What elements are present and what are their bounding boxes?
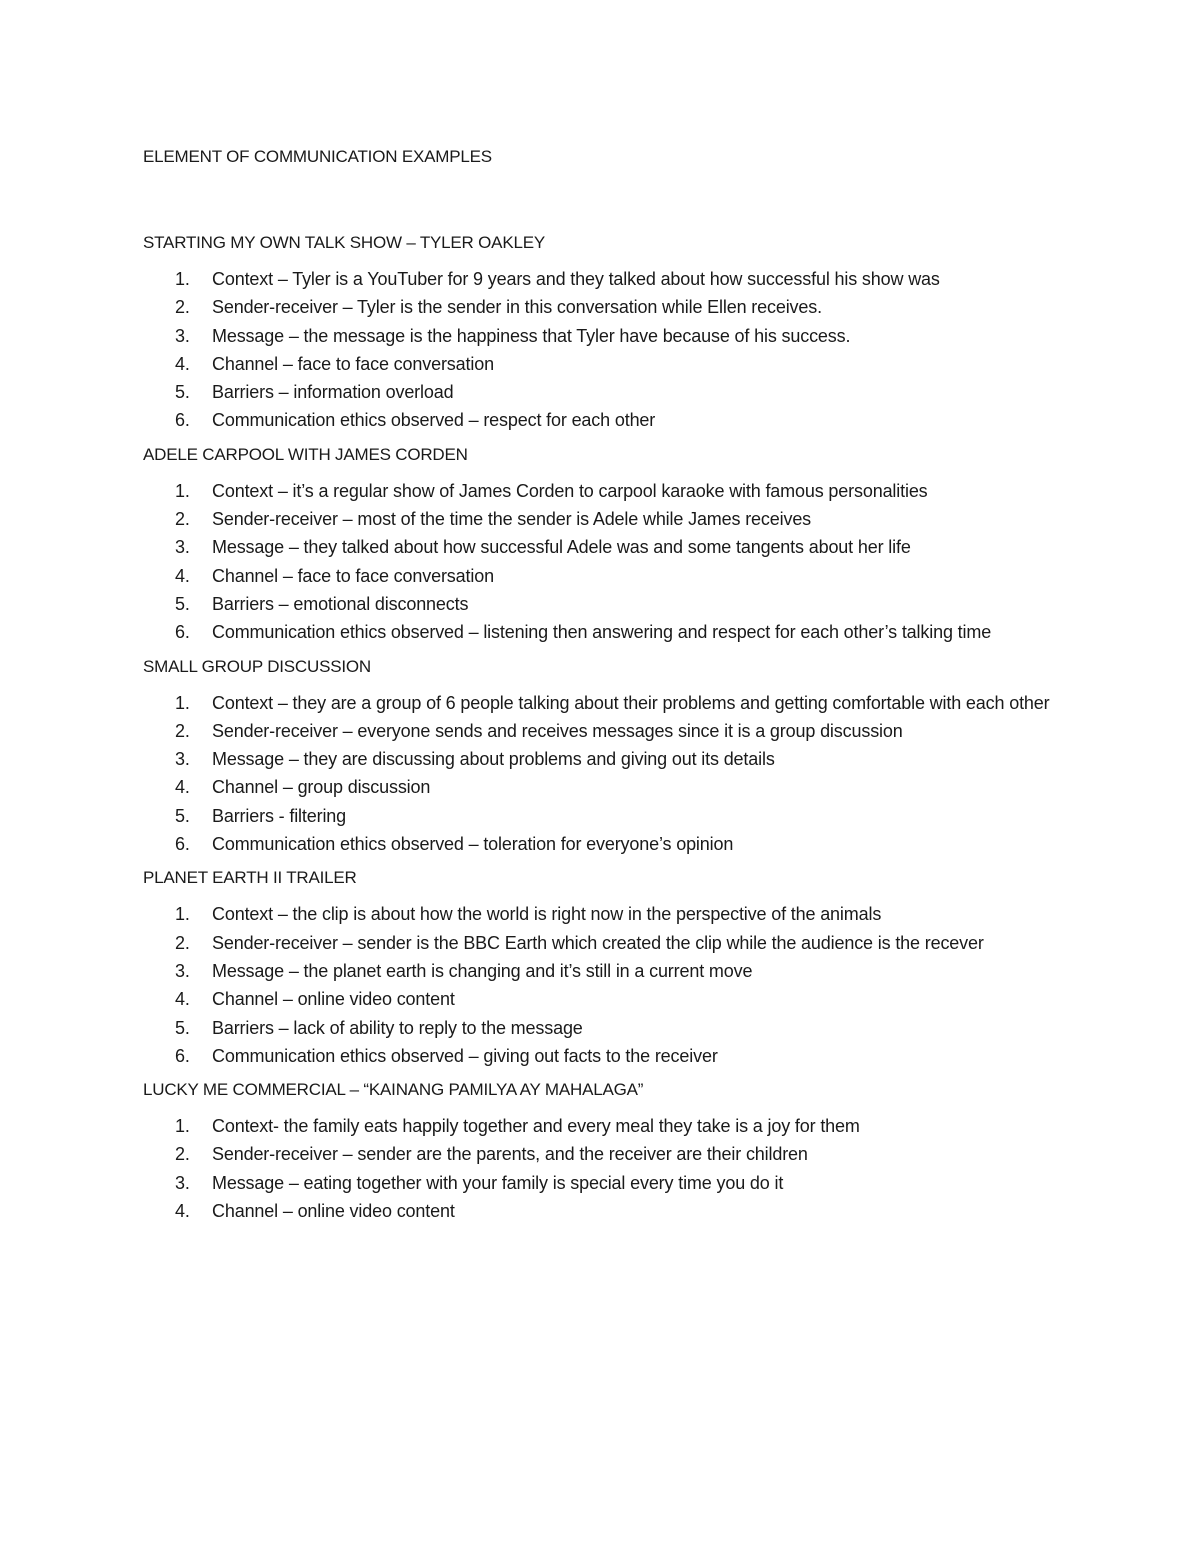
section-3	[143, 655, 1073, 859]
list-item-text: Context- the family eats happily together and every meal they take is a joy for them	[212, 1116, 860, 1137]
list-item-number: 4.	[175, 1201, 190, 1222]
list-item	[143, 773, 1073, 801]
list-item	[143, 322, 1073, 350]
sections-container	[143, 231, 1073, 1225]
numbered-list	[143, 477, 1073, 647]
list-item	[143, 1042, 1073, 1070]
list-item	[143, 830, 1073, 858]
list-item	[143, 406, 1073, 434]
list-item-number: 6.	[175, 1045, 190, 1066]
list-item-number: 6.	[175, 410, 190, 431]
list-item-number: 4.	[175, 777, 190, 798]
numbered-list	[143, 265, 1073, 435]
list-item	[143, 477, 1073, 505]
section-5	[143, 1078, 1073, 1225]
list-item-number: 1.	[175, 269, 190, 289]
list-item	[143, 378, 1073, 406]
list-item-number: 2.	[175, 297, 190, 318]
list-item	[143, 1197, 1073, 1225]
section-heading: PLANET EARTH II TRAILER	[143, 868, 357, 888]
list-item-text: Message – the message is the happiness that Tyler have because of his success.	[212, 325, 851, 346]
list-item-text: Channel – online video content	[212, 1201, 455, 1222]
list-item-number: 4.	[175, 989, 190, 1010]
document-title: ELEMENT OF COMMUNICATION EXAMPLES	[143, 147, 492, 166]
section-2	[143, 443, 1073, 647]
list-item-text: Message – the planet earth is changing and it’s still in a current move	[212, 960, 753, 981]
list-item-text: Sender-receiver – everyone sends and receives messages since it is a group discussion	[212, 720, 903, 741]
list-item	[143, 265, 1073, 293]
list-item-text: Channel – online video content	[212, 989, 455, 1010]
list-item-number: 5.	[175, 805, 190, 826]
list-item-text: Communication ethics observed – listening then answering and respect for each other’s talking time	[212, 622, 992, 643]
list-item-number: 4.	[175, 565, 190, 586]
list-item	[143, 1014, 1073, 1042]
list-item	[143, 717, 1073, 745]
list-item-text: Context – Tyler is a YouTuber for 9 years and they talked about how successful his show was	[212, 269, 940, 289]
list-item-text: Communication ethics observed – respect for each other	[212, 410, 656, 431]
list-item-text: Communication ethics observed – giving out facts to the receiver	[212, 1045, 718, 1066]
list-item	[143, 350, 1073, 378]
list-item	[143, 562, 1073, 590]
list-item	[143, 293, 1073, 321]
document-body	[143, 145, 1073, 1233]
list-item-text: Sender-receiver – sender is the BBC Earth which created the clip while the audience is the recever	[212, 932, 984, 953]
list-item	[143, 505, 1073, 533]
list-item	[143, 689, 1073, 717]
list-item-text: Message – they are discussing about problems and giving out its details	[212, 749, 775, 770]
list-item-text: Message – they talked about how successful Adele was and some tangents about her life	[212, 537, 911, 558]
list-item-text: Sender-receiver – Tyler is the sender in this conversation while Ellen receives.	[212, 297, 822, 318]
section-heading: SMALL GROUP DISCUSSION	[143, 656, 371, 676]
list-item-text: Channel – group discussion	[212, 777, 431, 798]
list-item-text: Context – the clip is about how the world is right now in the perspective of the animals	[212, 904, 882, 925]
list-item-number: 6.	[175, 622, 190, 643]
list-item	[143, 618, 1073, 646]
list-item-number: 5.	[175, 382, 190, 403]
list-item	[143, 1169, 1073, 1197]
list-item-number: 3.	[175, 1172, 190, 1193]
section-heading: LUCKY ME COMMERCIAL – “KAINANG PAMILYA AY MAHALAGA”	[143, 1080, 644, 1100]
list-item-text: Barriers – emotional disconnects	[212, 593, 469, 614]
list-item	[143, 533, 1073, 561]
list-item-text: Channel – face to face conversation	[212, 353, 494, 374]
section-4	[143, 866, 1073, 1070]
section-1	[143, 231, 1073, 435]
list-item-number: 2.	[175, 932, 190, 953]
list-item-number: 4.	[175, 353, 190, 374]
list-item	[143, 1140, 1073, 1168]
list-item-text: Context – they are a group of 6 people talking about their problems and getting comfortable with each other	[212, 692, 1050, 713]
list-item	[143, 957, 1073, 985]
section-heading: ADELE CARPOOL WITH JAMES CORDEN	[143, 444, 468, 464]
list-item	[143, 802, 1073, 830]
section-heading: STARTING MY OWN TALK SHOW – TYLER OAKLEY	[143, 233, 545, 252]
list-item-text: Message – eating together with your family is special every time you do it	[212, 1172, 784, 1193]
list-item-number: 1.	[175, 480, 190, 501]
list-item-number: 3.	[175, 960, 190, 981]
list-item	[143, 1112, 1073, 1140]
list-item	[143, 900, 1073, 928]
numbered-list	[143, 689, 1073, 859]
list-item-number: 1.	[175, 904, 190, 925]
list-item	[143, 745, 1073, 773]
list-item-text: Barriers - filtering	[212, 805, 347, 826]
list-item-number: 2.	[175, 720, 190, 741]
list-item-number: 6.	[175, 834, 190, 855]
list-item-number: 2.	[175, 509, 190, 530]
list-item-number: 1.	[175, 1116, 190, 1137]
list-item-text: Context – it’s a regular show of James Corden to carpool karaoke with famous personalities	[212, 480, 928, 501]
list-item-number: 3.	[175, 325, 190, 346]
list-item	[143, 929, 1073, 957]
list-item-text: Barriers – information overload	[212, 382, 454, 403]
list-item	[143, 590, 1073, 618]
list-item-number: 5.	[175, 593, 190, 614]
list-item-text: Sender-receiver – most of the time the sender is Adele while James receives	[212, 509, 812, 530]
list-item-text: Sender-receiver – sender are the parents, and the receiver are their children	[212, 1144, 808, 1165]
list-item-text: Communication ethics observed – toleration for everyone’s opinion	[212, 834, 734, 855]
numbered-list	[143, 1112, 1073, 1225]
list-item-number: 2.	[175, 1144, 190, 1165]
list-item-number: 5.	[175, 1017, 190, 1038]
list-item	[143, 985, 1073, 1013]
list-item-number: 3.	[175, 749, 190, 770]
numbered-list	[143, 900, 1073, 1070]
list-item-text: Channel – face to face conversation	[212, 565, 494, 586]
list-item-number: 1.	[175, 692, 190, 713]
list-item-text: Barriers – lack of ability to reply to the message	[212, 1017, 583, 1038]
list-item-number: 3.	[175, 537, 190, 558]
